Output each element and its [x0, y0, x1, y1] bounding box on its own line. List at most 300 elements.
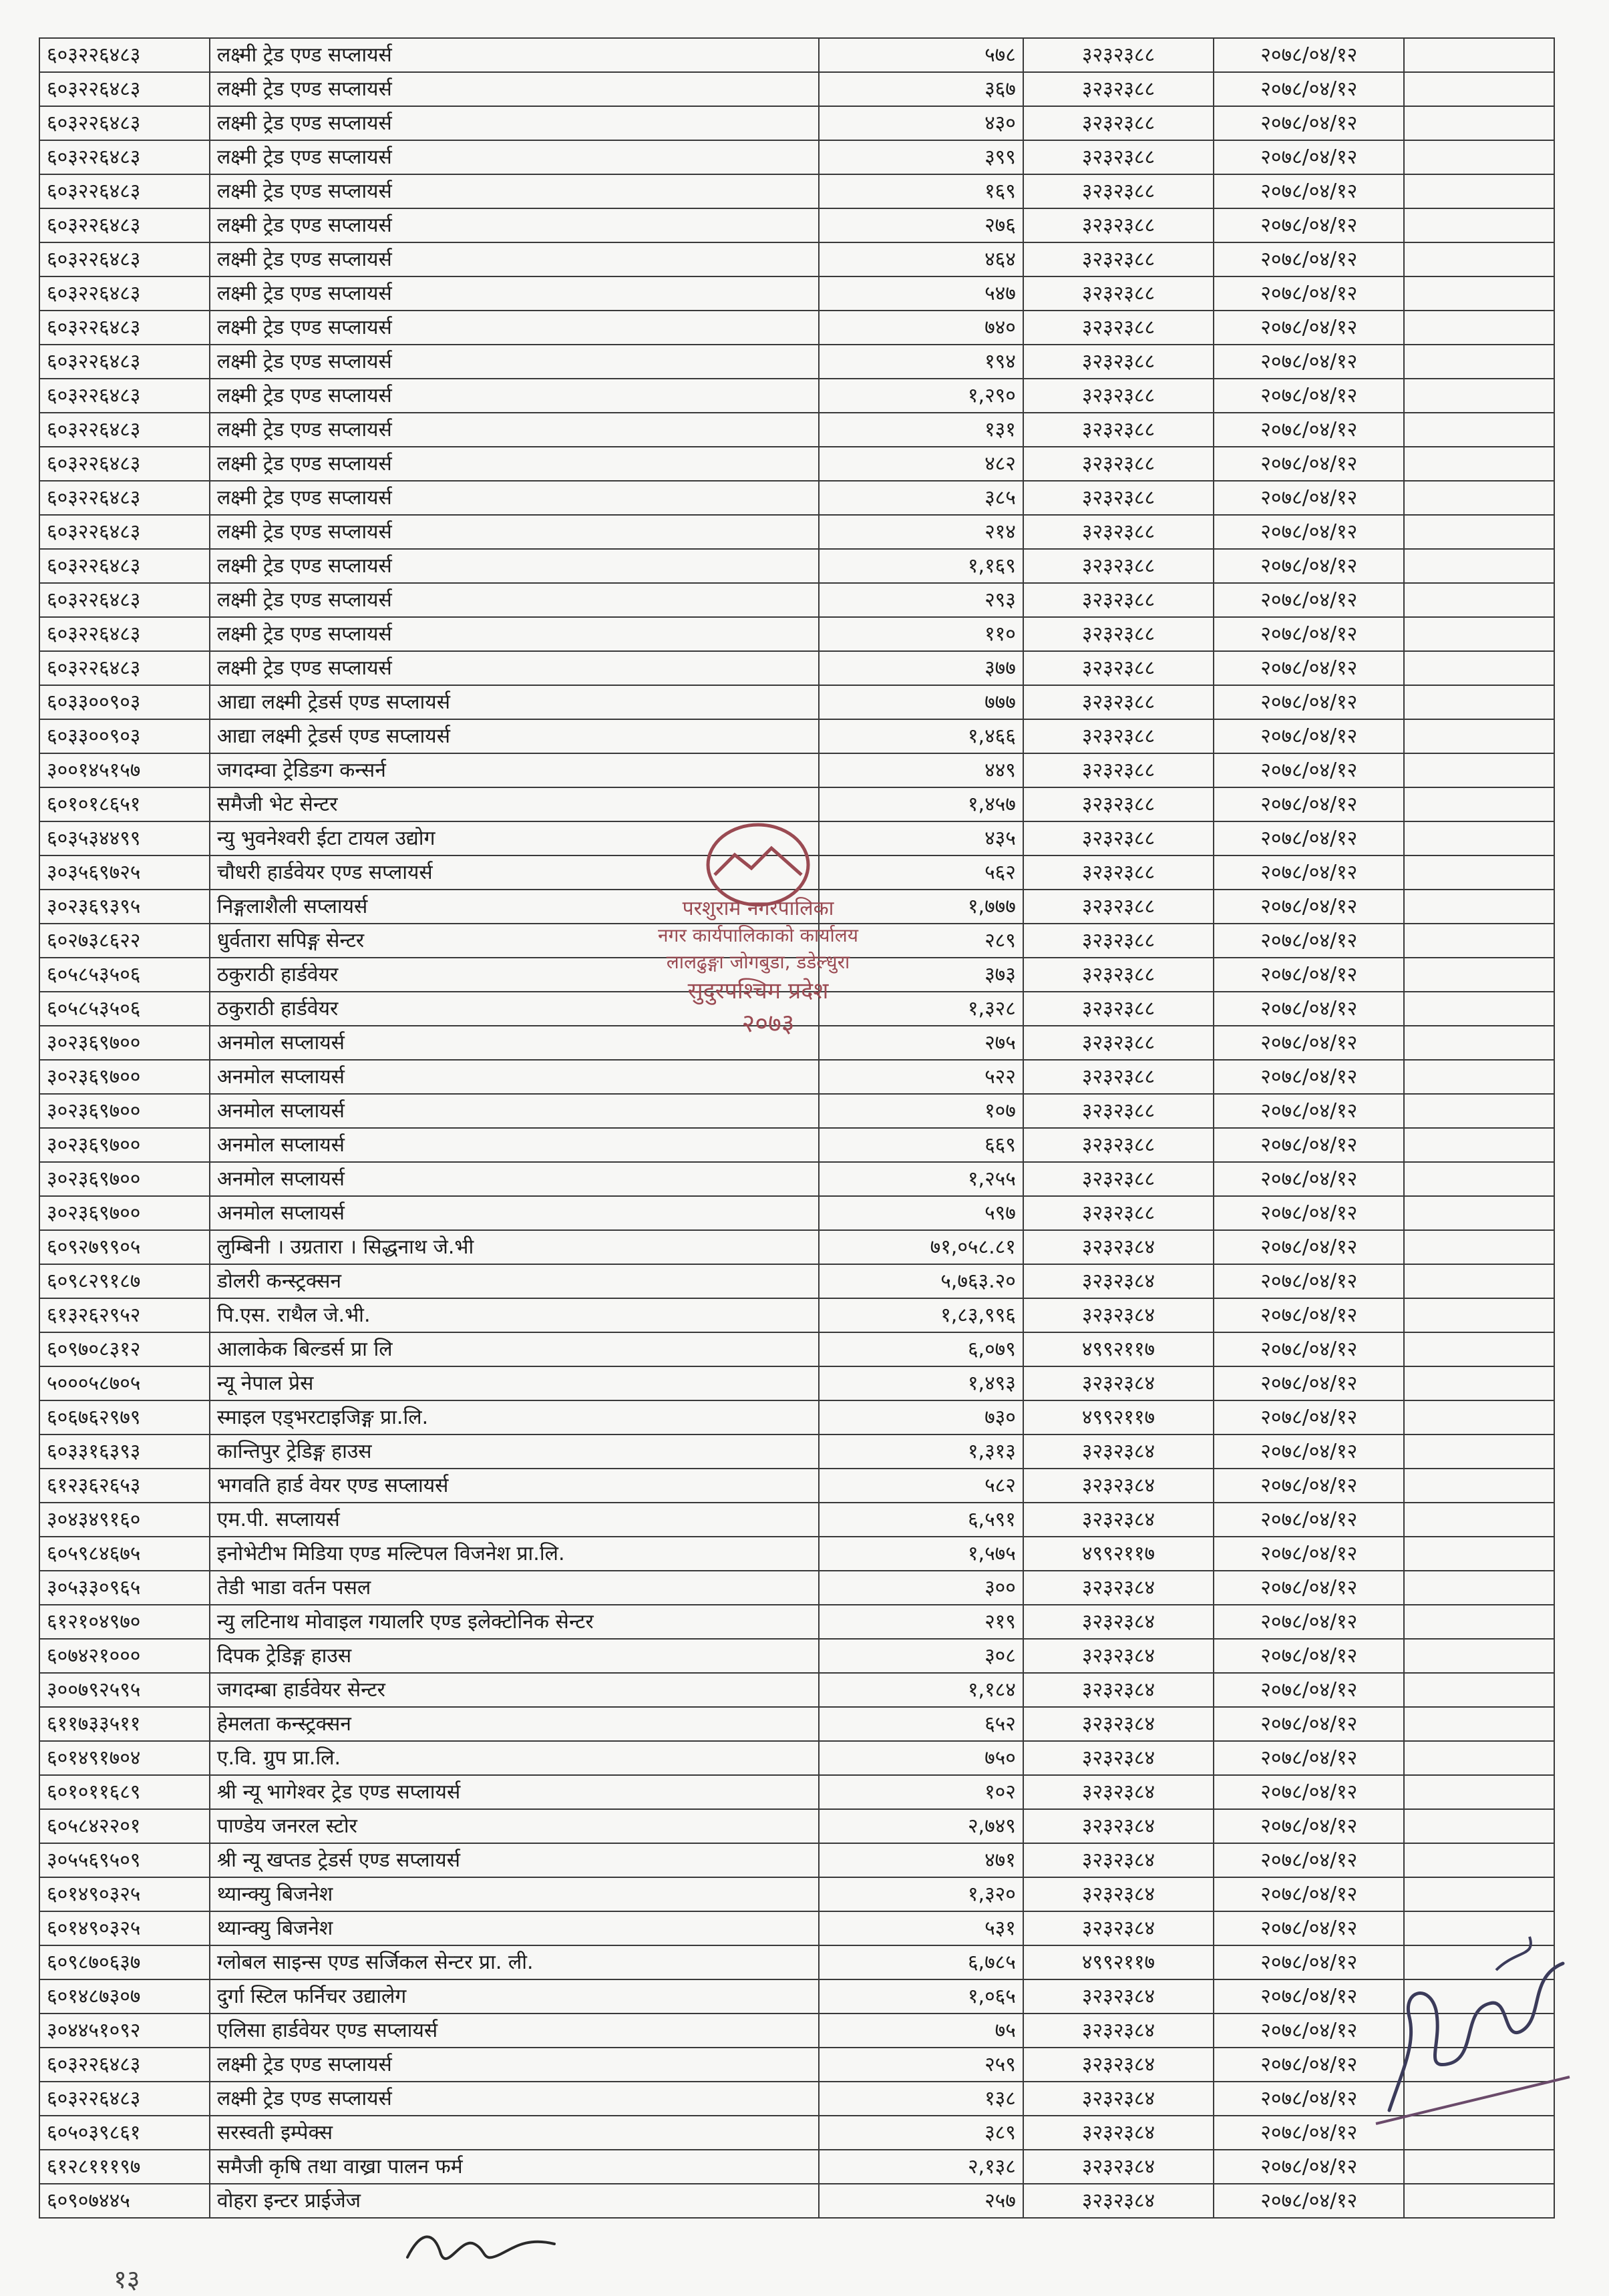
- remarks-cell: [1404, 1230, 1554, 1264]
- table-row: [39, 276, 1554, 311]
- table-row: [39, 1060, 1554, 1094]
- remarks-cell: [1404, 1264, 1554, 1298]
- amount-cell: ७३०: [819, 1400, 1023, 1434]
- remarks-cell: [1404, 1571, 1554, 1605]
- supplier-name-cell: ठकुराठी हार्डवेयर: [210, 958, 819, 992]
- supplier-name-cell: लक्ष्मी ट्रेड एण्ड सप्लायर्स: [210, 106, 819, 140]
- budget-code-cell: ३२३२३८४: [1023, 2116, 1214, 2150]
- supplier-name-cell: अनमोल सप्लायर्स: [210, 1128, 819, 1162]
- remarks-cell: [1404, 855, 1554, 890]
- budget-code-cell: ३२३२३८४: [1023, 1979, 1214, 2014]
- amount-cell: ५२२: [819, 1060, 1023, 1094]
- amount-cell: ३९९: [819, 140, 1023, 174]
- table-row: [39, 379, 1554, 413]
- table-row: [39, 549, 1554, 583]
- amount-cell: ७५: [819, 2014, 1023, 2048]
- remarks-cell: [1404, 1434, 1554, 1469]
- budget-code-cell: ३२३२३८४: [1023, 1639, 1214, 1673]
- pan-cell: ६०३२२६४८३: [39, 651, 210, 685]
- date-cell: २०७८/०४/१२: [1214, 1060, 1404, 1094]
- pan-cell: ६११७३३५११: [39, 1707, 210, 1741]
- amount-cell: ४६४: [819, 242, 1023, 276]
- pan-cell: ३०२३६९७००: [39, 1026, 210, 1060]
- supplier-name-cell: ठकुराठी हार्डवेयर: [210, 992, 819, 1026]
- date-cell: २०७८/०४/१२: [1214, 276, 1404, 311]
- table-row: [39, 1196, 1554, 1230]
- pan-cell: ६०३३१६३९३: [39, 1434, 210, 1469]
- pan-cell: ६०१४९१७०४: [39, 1741, 210, 1775]
- date-cell: २०७८/०४/१२: [1214, 1775, 1404, 1809]
- remarks-cell: [1404, 2116, 1554, 2150]
- table-row: [39, 413, 1554, 447]
- remarks-cell: [1404, 515, 1554, 549]
- budget-code-cell: ३२३२३८४: [1023, 2184, 1214, 2218]
- pan-cell: ६०१४८७३०७: [39, 1979, 210, 2014]
- table-row: [39, 72, 1554, 106]
- date-cell: २०७८/०४/१२: [1214, 1469, 1404, 1503]
- pan-cell: ३०५५६९५०९: [39, 1843, 210, 1877]
- budget-code-cell: ३२३२३८८: [1023, 549, 1214, 583]
- pan-cell: ६०३२२६४८३: [39, 242, 210, 276]
- table-row: [39, 106, 1554, 140]
- supplier-name-cell: लक्ष्मी ट्रेड एण्ड सप्लायर्स: [210, 379, 819, 413]
- page-number: १३: [114, 2265, 140, 2294]
- budget-code-cell: ३२३२३८४: [1023, 1230, 1214, 1264]
- date-cell: २०७८/०४/१२: [1214, 106, 1404, 140]
- seal-line-2: नगर कार्यपालिकाको कार्यालय: [658, 924, 858, 946]
- supplier-name-cell: थ्यान्क्यु बिजनेश: [210, 1877, 819, 1911]
- budget-code-cell: ४९९२११७: [1023, 1537, 1214, 1571]
- table-row: [39, 242, 1554, 276]
- date-cell: २०७८/०४/१२: [1214, 787, 1404, 821]
- date-cell: २०७८/०४/१२: [1214, 1979, 1404, 2014]
- remarks-cell: [1404, 958, 1554, 992]
- amount-cell: ४७१: [819, 1843, 1023, 1877]
- table-row: [39, 1434, 1554, 1469]
- supplier-name-cell: दिपक ट्रेडिङ्ग हाउस: [210, 1639, 819, 1673]
- supplier-name-cell: लक्ष्मी ट्रेड एण्ड सप्लायर्स: [210, 140, 819, 174]
- budget-code-cell: ३२३२३८८: [1023, 855, 1214, 890]
- ledger-body: [39, 38, 1554, 2218]
- supplier-name-cell: थ्यान्क्यु बिजनेश: [210, 1911, 819, 1945]
- remarks-cell: [1404, 1128, 1554, 1162]
- supplier-name-cell: लक्ष्मी ट्रेड एण्ड सप्लायर्स: [210, 72, 819, 106]
- budget-code-cell: ३२३२३८८: [1023, 481, 1214, 515]
- supplier-name-cell: लक्ष्मी ट्रेड एण्ड सप्लायर्स: [210, 242, 819, 276]
- date-cell: २०७८/०४/१२: [1214, 1945, 1404, 1979]
- amount-cell: ५९७: [819, 1196, 1023, 1230]
- supplier-name-cell: एम.पी. सप्लायर्स: [210, 1503, 819, 1537]
- pan-cell: ६०५०३९८६१: [39, 2116, 210, 2150]
- pan-cell: ६०५८४२२०१: [39, 1809, 210, 1843]
- remarks-cell: [1404, 1400, 1554, 1434]
- remarks-cell: [1404, 242, 1554, 276]
- supplier-name-cell: आलाकेक बिल्डर्स प्रा लि: [210, 1332, 819, 1366]
- amount-cell: १,४५७: [819, 787, 1023, 821]
- table-row: [39, 2048, 1554, 2082]
- amount-cell: १३१: [819, 413, 1023, 447]
- table-row: [39, 1673, 1554, 1707]
- amount-cell: ५६२: [819, 855, 1023, 890]
- pan-cell: ६०९२७९९०५: [39, 1230, 210, 1264]
- table-row: [39, 1128, 1554, 1162]
- date-cell: २०७८/०४/१२: [1214, 1877, 1404, 1911]
- seal-line-1: परशुराम नगरपालिका: [682, 897, 834, 920]
- pan-cell: ३०२३६९७००: [39, 1094, 210, 1128]
- table-row: [39, 1707, 1554, 1741]
- budget-code-cell: ३२३२३८८: [1023, 72, 1214, 106]
- budget-code-cell: ३२३२३८८: [1023, 890, 1214, 924]
- amount-cell: २१४: [819, 515, 1023, 549]
- table-row: [39, 1571, 1554, 1605]
- date-cell: २०७८/०४/१२: [1214, 1196, 1404, 1230]
- supplier-name-cell: आद्या लक्ष्मी ट्रेडर्स एण्ड सप्लायर्स: [210, 685, 819, 719]
- pan-cell: ६०३२२६४८३: [39, 515, 210, 549]
- seal-line-4: सुदुरपश्चिम प्रदेश: [687, 978, 829, 1004]
- date-cell: २०७८/०४/१२: [1214, 208, 1404, 242]
- remarks-cell: [1404, 1162, 1554, 1196]
- table-row: [39, 1332, 1554, 1366]
- pan-cell: ६०३२२६४८३: [39, 413, 210, 447]
- amount-cell: २९३: [819, 583, 1023, 617]
- amount-cell: ३८५: [819, 481, 1023, 515]
- amount-cell: ३००: [819, 1571, 1023, 1605]
- remarks-cell: [1404, 1503, 1554, 1537]
- table-row: [39, 583, 1554, 617]
- table-row: [39, 1809, 1554, 1843]
- budget-code-cell: ३२३२३८४: [1023, 2082, 1214, 2116]
- supplier-name-cell: लक्ष्मी ट्रेड एण्ड सप्लायर्स: [210, 345, 819, 379]
- amount-cell: ३८९: [819, 2116, 1023, 2150]
- remarks-cell: [1404, 1537, 1554, 1571]
- date-cell: २०७८/०४/१२: [1214, 890, 1404, 924]
- date-cell: २०७८/०४/१२: [1214, 1571, 1404, 1605]
- amount-cell: १,७७७: [819, 890, 1023, 924]
- remarks-cell: [1404, 583, 1554, 617]
- budget-code-cell: ३२३२३८८: [1023, 1162, 1214, 1196]
- date-cell: २०७८/०४/१२: [1214, 617, 1404, 651]
- supplier-name-cell: दुर्गा स्टिल फर्निचर उद्यालेग: [210, 1979, 819, 2014]
- budget-code-cell: ३२३२३८८: [1023, 276, 1214, 311]
- date-cell: २०७८/०४/१२: [1214, 345, 1404, 379]
- date-cell: २०७८/०४/१२: [1214, 2014, 1404, 2048]
- pan-cell: ६०७४२१०००: [39, 1639, 210, 1673]
- date-cell: २०७८/०४/१२: [1214, 855, 1404, 890]
- budget-code-cell: ३२३२३८८: [1023, 140, 1214, 174]
- supplier-name-cell: लक्ष्मी ट्रेड एण्ड सप्लायर्स: [210, 174, 819, 208]
- amount-cell: १,२५५: [819, 1162, 1023, 1196]
- supplier-name-cell: लक्ष्मी ट्रेड एण्ड सप्लायर्स: [210, 481, 819, 515]
- pan-cell: ६०३२२६४८३: [39, 174, 210, 208]
- table-row: [39, 685, 1554, 719]
- supplier-name-cell: लक्ष्मी ट्रेड एण्ड सप्लायर्स: [210, 38, 819, 72]
- table-row: [39, 753, 1554, 787]
- date-cell: २०७८/०४/१२: [1214, 72, 1404, 106]
- amount-cell: १,८३,९९६: [819, 1298, 1023, 1332]
- budget-code-cell: ३२३२३८४: [1023, 1298, 1214, 1332]
- budget-code-cell: ३२३२३८८: [1023, 1094, 1214, 1128]
- budget-code-cell: ३२३२३८८: [1023, 447, 1214, 481]
- supplier-name-cell: समैजी भेट सेन्टर: [210, 787, 819, 821]
- table-row: [39, 787, 1554, 821]
- remarks-cell: [1404, 345, 1554, 379]
- date-cell: २०७८/०४/१२: [1214, 311, 1404, 345]
- budget-code-cell: ३२३२३८८: [1023, 106, 1214, 140]
- table-row: [39, 1162, 1554, 1196]
- amount-cell: ५८२: [819, 1469, 1023, 1503]
- supplier-name-cell: कान्तिपुर ट्रेडिङ्ग हाउस: [210, 1434, 819, 1469]
- budget-code-cell: ३२३२३८८: [1023, 1196, 1214, 1230]
- date-cell: २०७८/०४/१२: [1214, 992, 1404, 1026]
- remarks-cell: [1404, 447, 1554, 481]
- date-cell: २०७८/०४/१२: [1214, 413, 1404, 447]
- pan-cell: ३०२३६९७००: [39, 1162, 210, 1196]
- amount-cell: १०२: [819, 1775, 1023, 1809]
- table-row: [39, 1469, 1554, 1503]
- pan-cell: ६०१०११६८९: [39, 1775, 210, 1809]
- pan-cell: ६०१४९०३२५: [39, 1877, 210, 1911]
- supplier-name-cell: पाण्डेय जनरल स्टोर: [210, 1809, 819, 1843]
- date-cell: २०७८/०४/१२: [1214, 821, 1404, 855]
- supplier-name-cell: समैजी कृषि तथा वाख्रा पालन फर्म: [210, 2150, 819, 2184]
- pan-cell: ३०२३६९७००: [39, 1196, 210, 1230]
- supplier-name-cell: लक्ष्मी ट्रेड एण्ड सप्लायर्स: [210, 413, 819, 447]
- date-cell: २०७८/०४/१२: [1214, 1128, 1404, 1162]
- table-row: [39, 1911, 1554, 1945]
- budget-code-cell: ३२३२३८८: [1023, 379, 1214, 413]
- table-row: [39, 1843, 1554, 1877]
- budget-code-cell: ३२३२३८४: [1023, 1503, 1214, 1537]
- budget-code-cell: ३२३२३८८: [1023, 685, 1214, 719]
- table-row: [39, 140, 1554, 174]
- supplier-name-cell: पि.एस. राथैल जे.भी.: [210, 1298, 819, 1332]
- remarks-cell: [1404, 1707, 1554, 1741]
- supplier-name-cell: सरस्वती इम्पेक्स: [210, 2116, 819, 2150]
- budget-code-cell: ३२३२३८४: [1023, 1366, 1214, 1400]
- amount-cell: २७६: [819, 208, 1023, 242]
- pan-cell: ५०००५८७०५: [39, 1366, 210, 1400]
- pan-cell: ६०३२२६४८३: [39, 617, 210, 651]
- pan-cell: ६०३२२६४८३: [39, 379, 210, 413]
- budget-code-cell: ३२३२३८८: [1023, 242, 1214, 276]
- supplier-name-cell: ए.वि. ग्रुप प्रा.लि.: [210, 1741, 819, 1775]
- pan-cell: ६०३२२६४८३: [39, 311, 210, 345]
- amount-cell: ५३१: [819, 1911, 1023, 1945]
- payment-ledger-table: [39, 37, 1555, 2219]
- date-cell: २०७८/०४/१२: [1214, 515, 1404, 549]
- remarks-cell: [1404, 38, 1554, 72]
- pan-cell: ६०९७०८३१२: [39, 1332, 210, 1366]
- remarks-cell: [1404, 481, 1554, 515]
- amount-cell: ७५०: [819, 1741, 1023, 1775]
- supplier-name-cell: जगदम्वा ट्रेडिङग कन्सर्न: [210, 753, 819, 787]
- budget-code-cell: ३२३२३८८: [1023, 345, 1214, 379]
- supplier-name-cell: लक्ष्मी ट्रेड एण्ड सप्लायर्स: [210, 208, 819, 242]
- supplier-name-cell: अनमोल सप्लायर्स: [210, 1060, 819, 1094]
- table-row: [39, 821, 1554, 855]
- amount-cell: ५,७६३.२०: [819, 1264, 1023, 1298]
- table-row: [39, 481, 1554, 515]
- amount-cell: १०७: [819, 1094, 1023, 1128]
- date-cell: २०७८/०४/१२: [1214, 753, 1404, 787]
- remarks-cell: [1404, 1945, 1554, 1979]
- table-row: [39, 958, 1554, 992]
- table-row: [39, 1775, 1554, 1809]
- budget-code-cell: ३२३२३८४: [1023, 1571, 1214, 1605]
- remarks-cell: [1404, 1094, 1554, 1128]
- date-cell: २०७८/०४/१२: [1214, 958, 1404, 992]
- pan-cell: ६०१४९०३२५: [39, 1911, 210, 1945]
- date-cell: २०७८/०४/१२: [1214, 242, 1404, 276]
- supplier-name-cell: लक्ष्मी ट्रेड एण्ड सप्लायर्स: [210, 617, 819, 651]
- date-cell: २०७८/०४/१२: [1214, 1264, 1404, 1298]
- budget-code-cell: ३२३२३८४: [1023, 2150, 1214, 2184]
- remarks-cell: [1404, 2082, 1554, 2116]
- remarks-cell: [1404, 685, 1554, 719]
- amount-cell: २,१३८: [819, 2150, 1023, 2184]
- amount-cell: ५४७: [819, 276, 1023, 311]
- pan-cell: ६०३२२६४८३: [39, 447, 210, 481]
- pan-cell: ३०२३६९७००: [39, 1060, 210, 1094]
- amount-cell: ६,०७९: [819, 1332, 1023, 1366]
- pan-cell: ६०२७३८६२२: [39, 924, 210, 958]
- date-cell: २०७८/०४/१२: [1214, 140, 1404, 174]
- table-row: [39, 2082, 1554, 2116]
- amount-cell: ३६७: [819, 72, 1023, 106]
- remarks-cell: [1404, 787, 1554, 821]
- date-cell: २०७८/०४/१२: [1214, 719, 1404, 753]
- pan-cell: ३०२३६९७००: [39, 1128, 210, 1162]
- supplier-name-cell: लक्ष्मी ट्रेड एण्ड सप्लायर्स: [210, 549, 819, 583]
- budget-code-cell: ३२३२३८४: [1023, 1605, 1214, 1639]
- pan-cell: ६०३२२६४८३: [39, 549, 210, 583]
- supplier-name-cell: लक्ष्मी ट्रेड एण्ड सप्लायर्स: [210, 447, 819, 481]
- pan-cell: ६०३२२६४८३: [39, 276, 210, 311]
- remarks-cell: [1404, 1060, 1554, 1094]
- supplier-name-cell: धुर्वतारा सपिङ्ग सेन्टर: [210, 924, 819, 958]
- table-row: [39, 1537, 1554, 1571]
- amount-cell: १,३२८: [819, 992, 1023, 1026]
- remarks-cell: [1404, 311, 1554, 345]
- pan-cell: ३०५३३०९६५: [39, 1571, 210, 1605]
- supplier-name-cell: जगदम्बा हार्डवेयर सेन्टर: [210, 1673, 819, 1707]
- amount-cell: ५७८: [819, 38, 1023, 72]
- amount-cell: ७४०: [819, 311, 1023, 345]
- budget-code-cell: ३२३२३८८: [1023, 1128, 1214, 1162]
- remarks-cell: [1404, 1741, 1554, 1775]
- date-cell: २०७८/०४/१२: [1214, 38, 1404, 72]
- date-cell: २०७८/०४/१२: [1214, 2150, 1404, 2184]
- budget-code-cell: ३२३२३८८: [1023, 583, 1214, 617]
- pan-cell: ३००१४५१५७: [39, 753, 210, 787]
- table-row: [39, 345, 1554, 379]
- budget-code-cell: ३२३२३८४: [1023, 1673, 1214, 1707]
- date-cell: २०७८/०४/१२: [1214, 1162, 1404, 1196]
- date-cell: २०७८/०४/१२: [1214, 1094, 1404, 1128]
- amount-cell: ६५२: [819, 1707, 1023, 1741]
- date-cell: २०७८/०४/१२: [1214, 2082, 1404, 2116]
- supplier-name-cell: लक्ष्मी ट्रेड एण्ड सप्लायर्स: [210, 276, 819, 311]
- budget-code-cell: ३२३२३८८: [1023, 174, 1214, 208]
- date-cell: २०७८/०४/१२: [1214, 1809, 1404, 1843]
- supplier-name-cell: भगवति हार्ड वेयर एण्ड सप्लायर्स: [210, 1469, 819, 1503]
- amount-cell: ३०८: [819, 1639, 1023, 1673]
- pan-cell: ६०३२२६४८३: [39, 345, 210, 379]
- date-cell: २०७८/०४/१२: [1214, 1366, 1404, 1400]
- budget-code-cell: ३२३२३८४: [1023, 2014, 1214, 2048]
- amount-cell: ६,७८५: [819, 1945, 1023, 1979]
- remarks-cell: [1404, 379, 1554, 413]
- budget-code-cell: ४९९२११७: [1023, 1945, 1214, 1979]
- budget-code-cell: ४९९२११७: [1023, 1332, 1214, 1366]
- amount-cell: १,१६९: [819, 549, 1023, 583]
- table-row: [39, 1230, 1554, 1264]
- budget-code-cell: ३२३२३८८: [1023, 1060, 1214, 1094]
- date-cell: २०७८/०४/१२: [1214, 583, 1404, 617]
- remarks-cell: [1404, 106, 1554, 140]
- table-row: [39, 1298, 1554, 1332]
- pan-cell: ६०९८२९१८७: [39, 1264, 210, 1298]
- pan-cell: ६१३२६२९५२: [39, 1298, 210, 1332]
- table-row: [39, 1605, 1554, 1639]
- date-cell: २०७८/०४/१२: [1214, 1537, 1404, 1571]
- table-row: [39, 890, 1554, 924]
- date-cell: २०७८/०४/१२: [1214, 1400, 1404, 1434]
- table-row: [39, 855, 1554, 890]
- remarks-cell: [1404, 1911, 1554, 1945]
- remarks-cell: [1404, 208, 1554, 242]
- supplier-name-cell: ग्लोबल साइन्स एण्ड सर्जिकल सेन्टर प्रा. ली.: [210, 1945, 819, 1979]
- table-row: [39, 1979, 1554, 2014]
- pan-cell: ६०९०७४४५: [39, 2184, 210, 2218]
- remarks-cell: [1404, 72, 1554, 106]
- pan-cell: ६०५८५३५०६: [39, 992, 210, 1026]
- remarks-cell: [1404, 276, 1554, 311]
- supplier-name-cell: स्माइल एड्भरटाइजिङ्ग प्रा.लि.: [210, 1400, 819, 1434]
- pan-cell: ६०३२२६४८३: [39, 583, 210, 617]
- supplier-name-cell: निङ्गलाशैली सप्लायर्स: [210, 890, 819, 924]
- table-row: [39, 1503, 1554, 1537]
- date-cell: २०७८/०४/१२: [1214, 2116, 1404, 2150]
- remarks-cell: [1404, 651, 1554, 685]
- amount-cell: १३८: [819, 2082, 1023, 2116]
- supplier-name-cell: न्यु लटिनाथ मोवाइल गयालरि एण्ड इलेक्टोनिक सेन्टर: [210, 1605, 819, 1639]
- table-row: [39, 2116, 1554, 2150]
- budget-code-cell: ३२३२३८८: [1023, 787, 1214, 821]
- date-cell: २०७८/०४/१२: [1214, 1332, 1404, 1366]
- table-row: [39, 617, 1554, 651]
- amount-cell: ७१,०५८.८१: [819, 1230, 1023, 1264]
- budget-code-cell: ३२३२३८८: [1023, 413, 1214, 447]
- budget-code-cell: ३२३२३८४: [1023, 1775, 1214, 1809]
- amount-cell: ४३०: [819, 106, 1023, 140]
- amount-cell: २५९: [819, 2048, 1023, 2082]
- amount-cell: ४३५: [819, 821, 1023, 855]
- amount-cell: ४४९: [819, 753, 1023, 787]
- supplier-name-cell: आद्या लक्ष्मी ट्रेडर्स एण्ड सप्लायर्स: [210, 719, 819, 753]
- remarks-cell: [1404, 1469, 1554, 1503]
- budget-code-cell: ३२३२३८४: [1023, 2048, 1214, 2082]
- budget-code-cell: ३२३२३८४: [1023, 1434, 1214, 1469]
- budget-code-cell: ३२३२३८८: [1023, 719, 1214, 753]
- supplier-name-cell: लुम्बिनी । उग्रतारा । सिद्धनाथ जे.भी: [210, 1230, 819, 1264]
- table-row: [39, 38, 1554, 72]
- table-row: [39, 1639, 1554, 1673]
- amount-cell: २,७४९: [819, 1809, 1023, 1843]
- supplier-name-cell: लक्ष्मी ट्रेड एण्ड सप्लायर्स: [210, 2048, 819, 2082]
- date-cell: २०७८/०४/१२: [1214, 2184, 1404, 2218]
- supplier-name-cell: अनमोल सप्लायर्स: [210, 1094, 819, 1128]
